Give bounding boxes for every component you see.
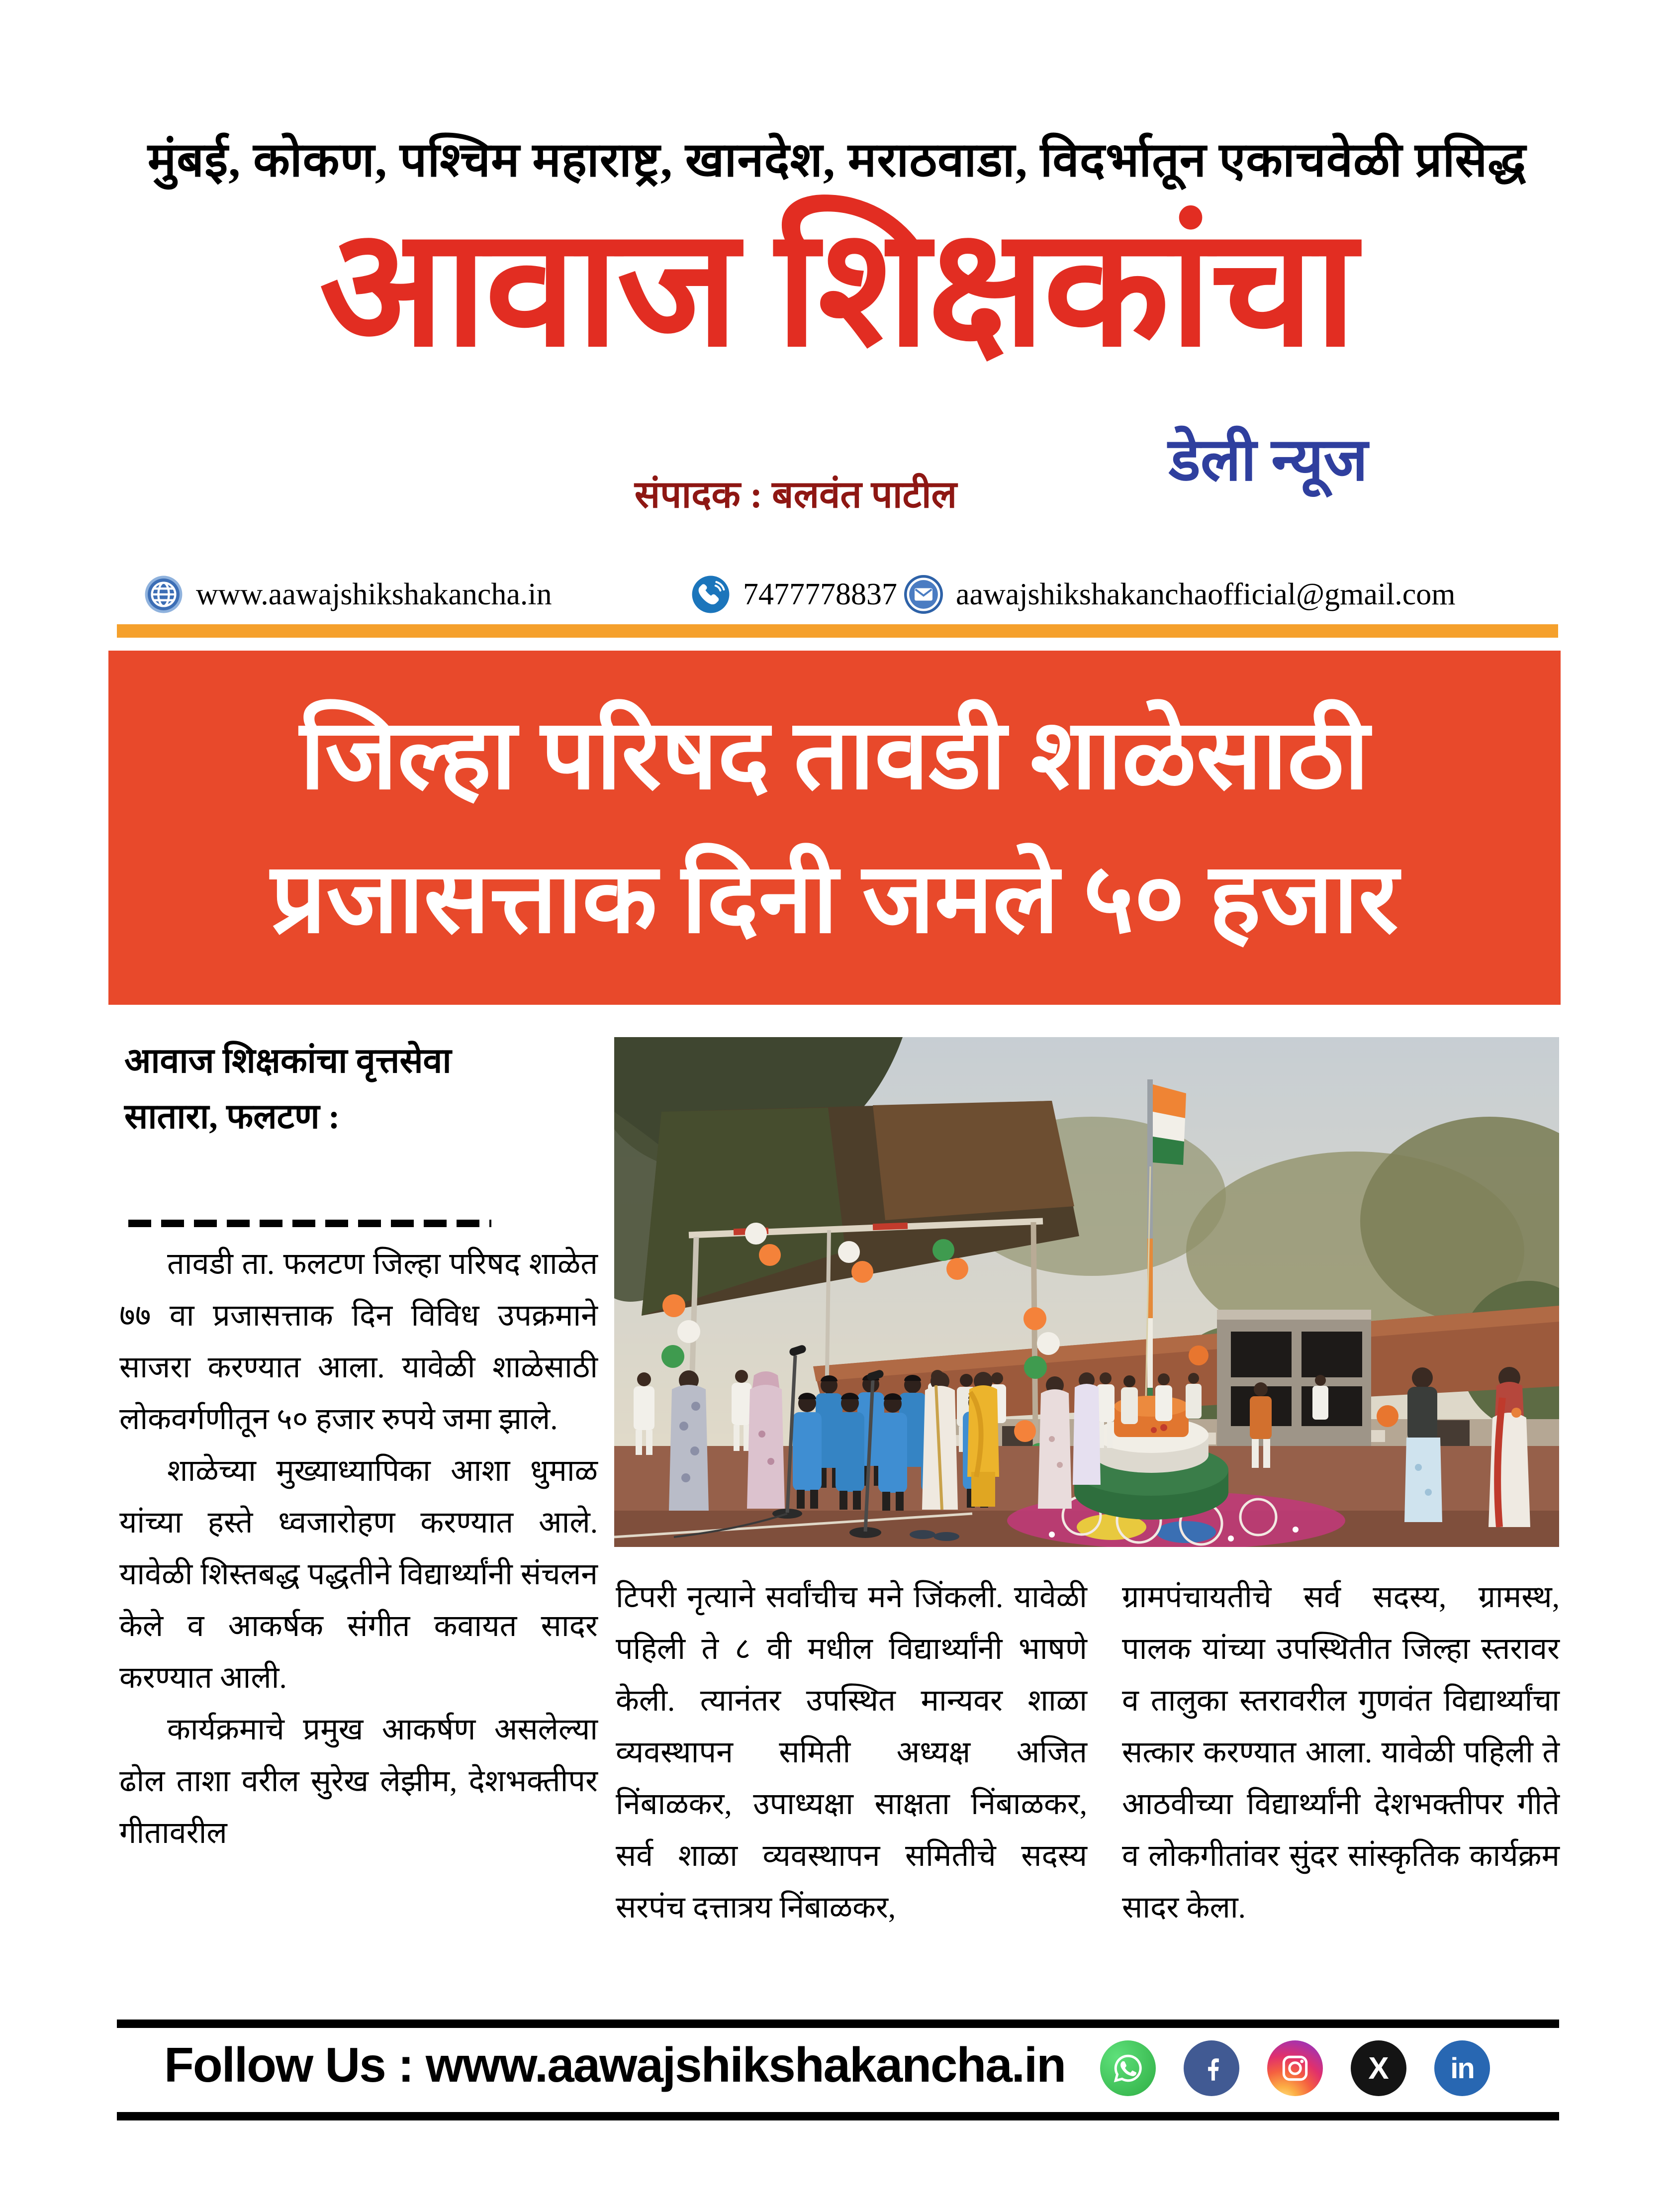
follow-us-text: Follow Us : www.aawajshikshakancha.in <box>164 2037 1066 2092</box>
paragraph: टिपरी नृत्याने सर्वांचीच मने जिंकली. यावेळी पहिली ते ८ वी मधील विद्यार्थ्यांनी भाषणे केली. त्यानंतर उपस्थित मान्यवर शाळा व्यवस्थापन समिती अध्यक्ष अजित निंबाळकर, उपाध्यक्षा साक्षता निंबाळकर, सर्व शाळा व्यवस्थापन समितीचे सदस्य सरपंच दत्तात्रय निंबाळकर, <box>616 1581 1087 1924</box>
paragraph: ग्रामपंचायतीचे सर्व सदस्य, ग्रामस्थ, पालक यांच्या उपस्थितीत जिल्हा स्तरावर व तालुका स्तरावरील गुणवंत विद्यार्थ्यांचा सत्कार करण्यात आला. यावेळी पहिली ते आठवीच्या विद्यार्थ्यांनी देशभक्तीपर गीते व लोकगीतांवर सुंदर सांस्कृतिक कार्यक्रम सादर केला. <box>1122 1581 1560 1924</box>
headline-banner <box>108 651 1561 1005</box>
linkedin-icon <box>1434 2040 1490 2096</box>
x-icon <box>1351 2040 1406 2096</box>
footer-top-rule <box>117 2020 1559 2028</box>
website-contact <box>144 567 552 622</box>
byline-place: सातारा, फलटण : <box>124 1098 340 1136</box>
edition-label: डेली न्यूज <box>1168 427 1368 493</box>
article-column-2 <box>616 1572 1087 1934</box>
whatsapp-icon <box>1100 2040 1156 2096</box>
website-url: www.aawajshikshakancha.in <box>196 577 552 611</box>
regions-tagline: मुंबई, कोकण, पश्चिम महाराष्ट्र, खानदेश, मराठवाडा, विदर्भातून एकाचवेळी प्रसिद्ध <box>147 133 1527 187</box>
phone-icon <box>691 575 730 614</box>
linkedin-glyph: in <box>1450 2052 1474 2085</box>
paragraph: कार्यक्रमाचे प्रमुख आकर्षण असलेल्या ढोल ताशा वरील सुरेख लेझीम, देशभक्तीपर गीतावरील <box>119 1713 598 1850</box>
masthead-title: आवाज शिक्षकांचा <box>319 198 1355 380</box>
social-icons-row <box>1100 2040 1490 2096</box>
globe-icon <box>144 575 183 614</box>
instagram-icon <box>1267 2040 1323 2096</box>
paragraph: तावडी ता. फलटण जिल्हा परिषद शाळेत ७७ वा प्रजासत्ताक दिन विविध उपक्रमाने साजरा करण्यात आला. यावेळी शाळेसाठी लोकवर्गणीतून ५० हजार रुपये जमा झाले. <box>119 1248 598 1436</box>
byline-agency: आवाज शिक्षकांचा वृत्तसेवा <box>124 1042 452 1080</box>
orange-divider-bar <box>117 624 1558 638</box>
byline-divider-dashes <box>128 1220 491 1227</box>
article-column-3 <box>1122 1572 1560 1934</box>
facebook-icon <box>1184 2040 1239 2096</box>
article-column-1 <box>119 1239 598 1859</box>
x-glyph: X <box>1368 2051 1389 2086</box>
phone-contact <box>691 567 897 622</box>
phone-number: 7477778837 <box>743 577 897 611</box>
headline-line-1: जिल्हा परिषद तावडी शाळेसाठी <box>299 701 1370 810</box>
footer-bottom-rule <box>117 2112 1559 2120</box>
headline-line-2: प्रजासत्ताक दिनी जमले ५० हजार <box>271 845 1398 953</box>
editor-line: संपादक : बलवंत पाटील <box>634 474 957 516</box>
paragraph: शाळेच्या मुख्याध्यापिका आशा धुमाळ यांच्या हस्ते ध्वजारोहण करण्यात आले. यावेळी शिस्तबद्ध पद्धतीने विद्यार्थ्यांनी संचलन केले व आकर्षक संगीत कवायत सादर करण्यात आली. <box>119 1454 598 1695</box>
email-contact <box>904 567 1456 622</box>
email-icon <box>904 575 943 614</box>
email-address: aawajshikshakanchaofficial@gmail.com <box>956 577 1456 611</box>
article-photo-flag-hoisting <box>614 1037 1559 1547</box>
byline <box>124 1034 602 1145</box>
